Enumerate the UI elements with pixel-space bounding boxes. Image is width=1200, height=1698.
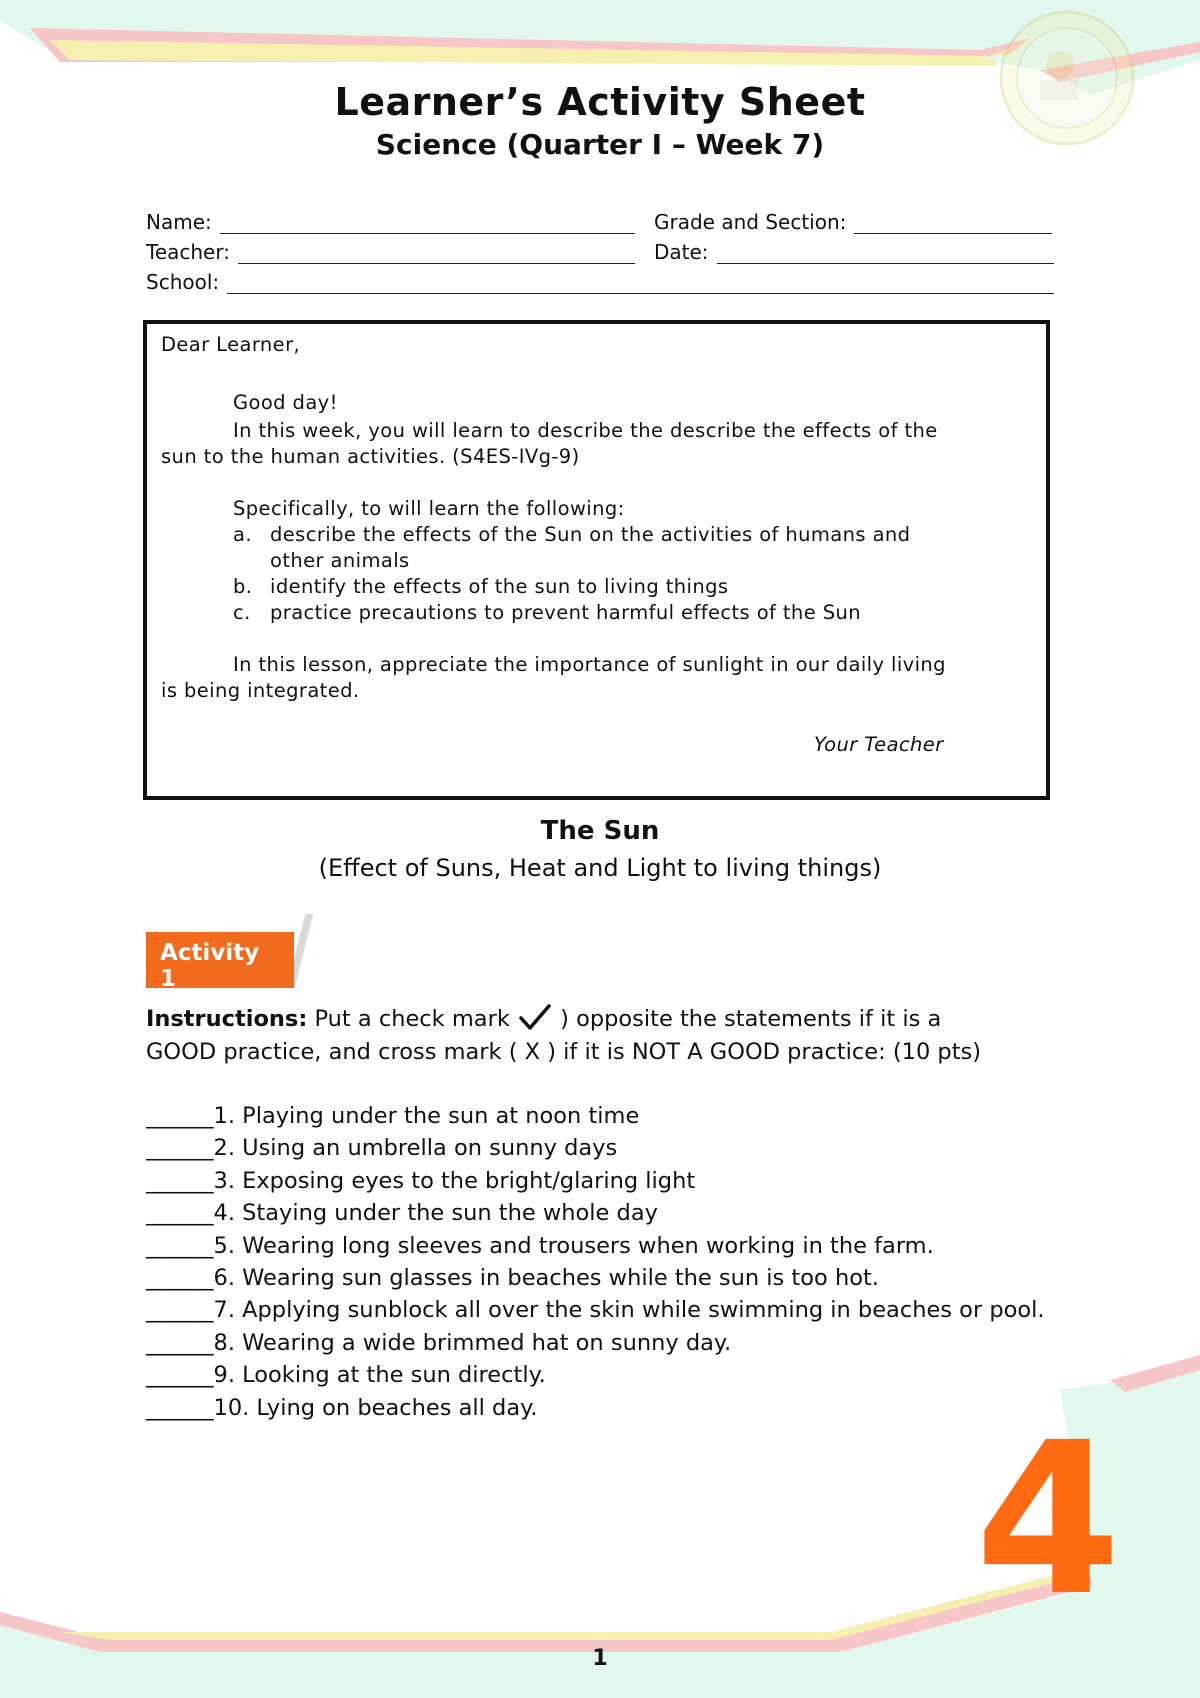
activity-badge-label: Activity — [160, 940, 260, 966]
answer-blank[interactable]: ______ — [146, 1232, 214, 1259]
answer-blank[interactable]: ______ — [146, 1265, 214, 1292]
grade-section-blank-line[interactable] — [854, 213, 1052, 234]
item-text: 7. Applying sunblock all over the skin while swimming in beaches or pool. — [213, 1297, 1045, 1324]
item-text: 2. Using an umbrella on sunny days — [213, 1135, 618, 1162]
answer-blank[interactable]: ______ — [146, 1394, 214, 1421]
letter-intro-line2: sun to the human activities. (S4ES-IVg-9) — [161, 445, 580, 468]
teacher-label: Teacher: — [146, 240, 230, 264]
check-mark-icon — [517, 1002, 553, 1032]
answer-blank[interactable]: ______ — [146, 1362, 214, 1389]
item-text: 1. Playing under the sun at noon time — [213, 1103, 640, 1129]
item-text: 10. Lying on beaches all day. — [213, 1394, 538, 1421]
item-text: 3. Exposing eyes to the bright/glaring light — [213, 1167, 696, 1194]
instructions-part2: ) opposite the statements if it is a — [560, 1006, 942, 1032]
date-label: Date: — [654, 240, 709, 264]
list-item[interactable] — [146, 1197, 1066, 1229]
letter-signature: Your Teacher — [814, 733, 944, 756]
item-text: 4. Staying under the sun the whole day — [213, 1200, 658, 1227]
objective-c-marker: c. — [233, 601, 251, 624]
item-text: 6. Wearing sun glasses in beaches while the sun is too hot. — [213, 1265, 879, 1292]
section-title: The Sun — [540, 816, 660, 846]
school-blank-line[interactable] — [227, 273, 1054, 294]
letter-closing-line2: is being integrated. — [161, 679, 360, 702]
activity-item-list — [146, 1100, 1066, 1424]
objective-b-marker: b. — [233, 575, 253, 598]
item-text: 8. Wearing a wide brimmed hat on sunny day. — [213, 1329, 732, 1356]
objective-a-line2: other animals — [270, 549, 410, 572]
instructions-label: Instructions: — [146, 1006, 308, 1032]
school-label: School: — [146, 270, 220, 294]
objective-a-marker: a. — [233, 523, 252, 546]
section-subtitle: (Effect of Suns, Heat and Light to living things) — [318, 854, 882, 882]
list-item[interactable] — [146, 1359, 1066, 1391]
answer-blank[interactable]: ______ — [146, 1167, 214, 1194]
answer-blank[interactable]: ______ — [146, 1297, 214, 1324]
teacher-blank-line[interactable] — [238, 243, 635, 264]
activity-badge-number: 1 — [160, 966, 177, 988]
answer-blank[interactable]: ______ — [146, 1200, 214, 1227]
item-text: 9. Looking at the sun directly. — [213, 1362, 546, 1389]
name-field[interactable] — [146, 210, 635, 234]
objective-a-line1: describe the effects of the Sun on the activities of humans and — [270, 523, 911, 546]
letter-specifically: Specifically, to will learn the following: — [233, 497, 625, 520]
date-field[interactable] — [654, 240, 1054, 264]
list-item[interactable] — [146, 1294, 1066, 1326]
instructions-part1: Put a check mark — [314, 1006, 510, 1032]
deped-seal-logo — [1001, 12, 1133, 144]
grade-section-field[interactable] — [654, 210, 1052, 234]
objective-b-line1: identify the effects of the sun to living things — [270, 575, 729, 598]
list-item[interactable] — [146, 1100, 1066, 1132]
answer-blank[interactable]: ______ — [146, 1135, 214, 1162]
answer-blank[interactable]: ______ — [146, 1103, 214, 1129]
activity-badge — [146, 932, 294, 988]
name-label: Name: — [146, 210, 212, 234]
list-item[interactable] — [146, 1165, 1066, 1197]
name-blank-line[interactable] — [220, 213, 635, 234]
grade-level-number: 4 — [975, 1397, 1122, 1642]
objective-c-line1: practice precautions to prevent harmful effects of the Sun — [270, 601, 861, 624]
list-item[interactable] — [146, 1132, 1066, 1164]
page-number: 1 — [592, 1646, 608, 1671]
answer-blank[interactable]: ______ — [146, 1329, 214, 1356]
item-text: 5. Wearing long sleeves and trousers when working in the farm. — [213, 1232, 934, 1259]
instructions-line2: GOOD practice, and cross mark ( X ) if it is NOT A GOOD practice: (10 pts) — [146, 1039, 982, 1065]
letter-good-day: Good day! — [233, 391, 338, 414]
page-subtitle: Science (Quarter I – Week 7) — [375, 128, 825, 161]
teacher-field[interactable] — [146, 240, 635, 264]
list-item[interactable] — [146, 1230, 1066, 1262]
grade-section-label: Grade and Section: — [654, 210, 847, 234]
letter-greeting: Dear Learner, — [161, 333, 301, 356]
dear-learner-letter-box — [143, 320, 1050, 800]
page-title: Learner’s Activity Sheet — [334, 80, 866, 124]
activity-instructions — [146, 1002, 1066, 1069]
letter-intro-line1: In this week, you will learn to describe the describe the effects of the — [233, 419, 938, 442]
list-item[interactable] — [146, 1392, 1066, 1424]
list-item[interactable] — [146, 1262, 1066, 1294]
letter-closing-line1: In this lesson, appreciate the importance of sunlight in our daily living — [233, 653, 946, 676]
date-blank-line[interactable] — [717, 243, 1054, 264]
list-item[interactable] — [146, 1327, 1066, 1359]
school-field[interactable] — [146, 270, 1054, 294]
